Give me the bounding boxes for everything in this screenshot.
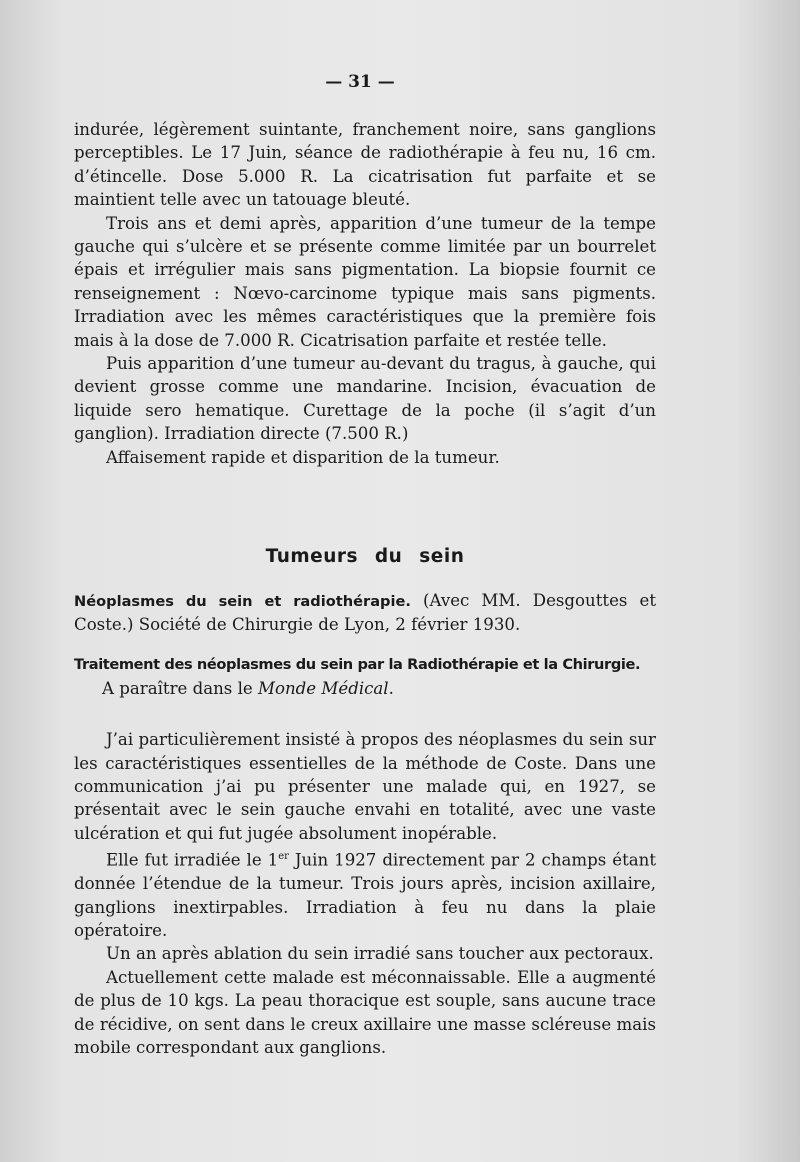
reference-entry	[74, 589, 656, 637]
reference-title: Traitement des néoplasmes du sein par la Radiothérapie et la Chirurgie.	[74, 656, 641, 674]
paragraph: J’ai particulièrement insisté à propos des néoplasmes du sein sur les caractéristiques essentielles de la méthode de Coste. Dans une communication j’ai pu présenter une malade qui, en 1927, se présentait avec le sein gauche envahi en totalité, avec une vaste ulcération et qui fut jugée absolument inopérable.	[74, 730, 656, 843]
paragraph: Trois ans et demi après, apparition d’une tumeur de la tempe gauche qui s’ulcère et se présente comme limitée par un bourrelet épais et irrégulier mais sans pigmentation. La biopsie fournit ce renseignement : Nœvo-carcinome typique mais sans pigments. Irradiation avec les mêmes caractéristiques que la première fois mais à la dose de 7.000 R. Cicatrisation parfaite et restée telle.	[74, 213, 656, 350]
paragraph: indurée, légèrement suintante, franchement noire, sans ganglions perceptibles. Le 17 Juin, séance de radiothérapie à feu nu, 16 cm. d’étincelle. Dose 5.000 R. La cicatrisation fut parfaite et se maintient telle avec un tatouage bleuté.	[74, 120, 656, 210]
reference-text-prefix: A paraître dans le	[102, 678, 258, 698]
paragraph: Affaisement rapide et disparition de la tumeur.	[106, 447, 500, 467]
text-run: Elle fut irradiée le 1	[106, 850, 279, 870]
paragraph: Actuellement cette malade est méconnaissable. Elle a augmenté de plus de 10 kgs. La peau thoracique est souple, sans aucune trace de récidive, on sent dans le creux axillaire une masse scléreuse mais mobile correspondant aux ganglions.	[74, 967, 656, 1057]
ordinal-superscript: er	[278, 851, 289, 863]
paragraph	[74, 845, 656, 942]
paragraph: Un an après ablation du sein irradié sans toucher aux pectoraux.	[106, 944, 654, 964]
reference-text	[74, 677, 656, 700]
text-run: Juin 1927 directement par 2 champs étant donnée l’étendue de la tumeur. Trois jours après, incision axillaire, ganglions inextirpables. Irradiation à feu nu dans la plaie opératoire.	[74, 850, 656, 940]
reference-text: (Avec MM. Desgouttes et Coste.) Société de Chirurgie de Lyon, 2 février 1930.	[74, 590, 656, 634]
page-body	[74, 118, 656, 1059]
journal-name: Monde Médical	[258, 678, 389, 698]
reference-title: Néoplasmes du sein et radiothérapie.	[74, 592, 411, 610]
page-number: — 31 —	[325, 72, 395, 92]
reference-entry	[74, 652, 656, 700]
section-heading: Tumeurs du sein	[265, 546, 465, 568]
paragraph: Puis apparition d’une tumeur au-devant du tragus, à gauche, qui devient grosse comme une mandarine. Incision, évacuation de liquide sero hematique. Curettage de la poche (il s’agit d’un ganglion). Irradiation directe (7.500 R.)	[74, 354, 656, 444]
reference-text-suffix: .	[388, 678, 394, 698]
